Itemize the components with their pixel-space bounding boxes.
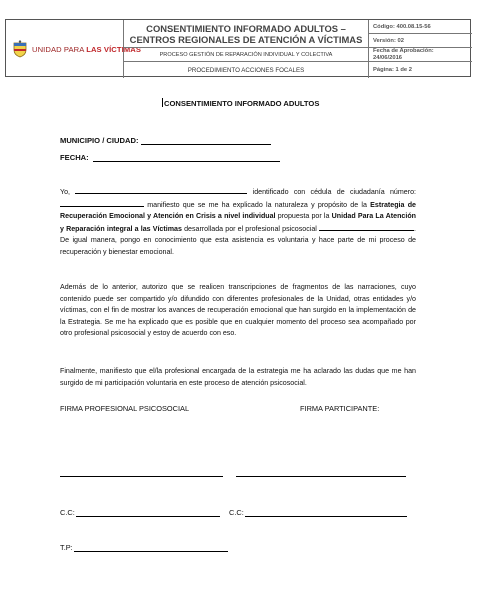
form-version: Versión: 02 xyxy=(373,38,404,44)
text-cursor xyxy=(162,98,163,107)
municipio-blank[interactable] xyxy=(141,143,271,145)
form-code: Código: 400.08.15-56 xyxy=(369,20,472,34)
fecha-label: FECHA: xyxy=(60,153,89,162)
approval-date: 24/06/2016 xyxy=(373,54,403,61)
cc-profesional-blank[interactable] xyxy=(76,515,220,517)
page-number: Página: 1 de 2 xyxy=(373,66,412,73)
form-title: CONSENTIMIENTO INFORMADO ADULTOS – CENTROS REGIONALES DE ATENCIÓN A VÍCTIMAS xyxy=(124,20,369,48)
approval-label: Fecha de Aprobación: xyxy=(373,47,434,54)
cc-profesional-field[interactable] xyxy=(60,508,220,517)
tp-label: T.P: xyxy=(60,543,73,552)
cc-participante-blank[interactable] xyxy=(245,515,407,517)
firma-participante-label: FIRMA PARTICIPANTE: xyxy=(300,404,380,413)
fecha-blank[interactable] xyxy=(93,160,280,162)
firma-participante-line[interactable] xyxy=(236,476,406,477)
process-name: PROCESO GESTIÓN DE REPARACIÓN INDIVIDUAL Y COLECTIVA xyxy=(124,48,369,62)
firma-profesional-line[interactable] xyxy=(60,476,223,477)
tp-field[interactable] xyxy=(60,543,228,552)
document-title: CONSENTIMIENTO INFORMADO ADULTOS xyxy=(164,99,320,108)
cc-label-profesional: C.C: xyxy=(60,508,75,517)
cc-participante-field[interactable] xyxy=(229,508,407,517)
fecha-field[interactable] xyxy=(60,153,280,162)
paragraph-closing: Finalmente, manifiesto que el/la profesional encargada de la estrategia me ha aclarado las dudas que me han surgido de mi participación voluntaria en este proceso de atención psicosocial. xyxy=(60,367,416,387)
cc-label-participante: C.C: xyxy=(229,508,244,517)
municipio-field[interactable] xyxy=(60,136,271,145)
name-blank[interactable] xyxy=(75,186,247,194)
paragraph-consent: Yo, identificado con cédula de ciudadanía número: manifiesto que se me ha explicado la naturaleza y propósito de la Estrategia de Recuperación Emocional y Atención en Crisis a nivel individual propuesta por la Unidad Para La Atención y Reparación integral a las Víctimas desarrollada por el profesional psicosocial . De igual manera, pongo en conocimiento que esta asistencia es voluntaria y hace parte de mi proceso de recuperación y bienestar emocional. xyxy=(60,188,416,256)
id-number-blank[interactable] xyxy=(60,199,144,207)
professional-name-blank[interactable] xyxy=(319,223,414,231)
firma-profesional-label: FIRMA PROFESIONAL PSICOSOCIAL xyxy=(60,404,190,413)
procedure-name: PROCEDIMIENTO ACCIONES FOCALES xyxy=(124,62,369,78)
tp-blank[interactable] xyxy=(74,550,228,552)
logo-text: UNIDAD PARA LAS VÍCTIMAS xyxy=(32,44,142,54)
municipio-label: MUNICIPIO / CIUDAD: xyxy=(60,136,139,145)
paragraph-authorization: Además de lo anterior, autorizo que se realicen transcripciones de fragmentos de las narraciones, cuyo contenido puede ser compartido y/o difundido con diferentes profesionales de la Unidad, otras entidades y/o víctimas, con el fin de mostrar los avances de recuperación emocional que han surgido en la implementación de la Estrategia. Se me ha explicado que es posible que en cualquier momento del proceso sea acompañado por otro profesional psicosocial y estoy de acuerdo con eso. xyxy=(60,283,416,337)
